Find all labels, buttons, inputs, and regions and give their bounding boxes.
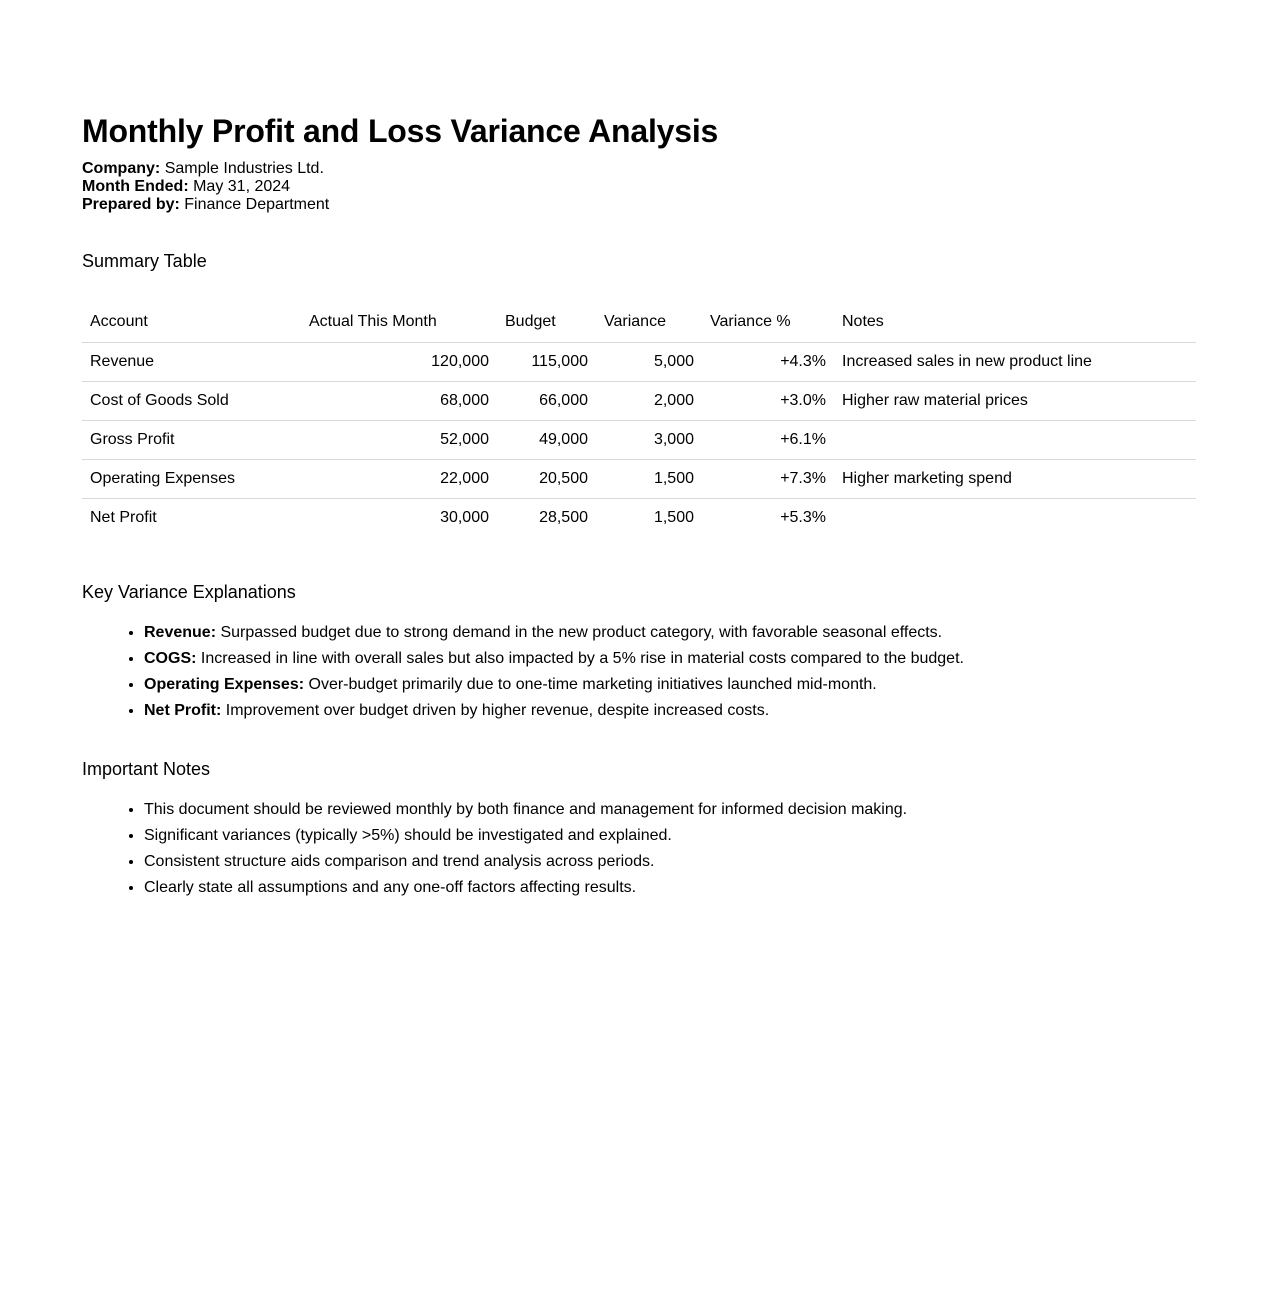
table-row: [82, 499, 1196, 538]
table-row: [82, 382, 1196, 421]
meta-company-label: Company:: [82, 160, 161, 177]
cell-notes: Higher raw material prices: [834, 382, 1196, 421]
explanation-term: COGS:: [144, 650, 197, 667]
important-notes-list: [82, 797, 1196, 901]
cell-variance: 1,500: [596, 460, 702, 499]
cell-budget: 49,000: [497, 421, 596, 460]
explanations-list: [82, 620, 1196, 724]
table-header-row: [82, 302, 1196, 343]
explanation-text: Increased in line with overall sales but also impacted by a 5% rise in material costs compared to the budget.: [196, 650, 964, 667]
summary-heading: Summary Table: [82, 251, 207, 271]
explanation-text: Improvement over budget driven by higher revenue, despite increased costs.: [221, 702, 770, 719]
list-item: • Significant variances (typically >5%) should be investigated and explained.: [144, 823, 1196, 849]
column-header-actual: Actual This Month: [301, 302, 497, 343]
cell-budget: 115,000: [497, 343, 596, 382]
cell-variance: 3,000: [596, 421, 702, 460]
cell-variance-pct: +6.1%: [702, 421, 834, 460]
list-item: [144, 620, 1196, 646]
cell-variance-pct: +5.3%: [780, 509, 826, 526]
cell-actual: 120,000: [301, 343, 497, 382]
cell-notes: [834, 499, 1196, 538]
cell-variance-pct: +7.3%: [702, 460, 834, 499]
cell-variance-pct: +4.3%: [702, 343, 834, 382]
cell-variance: 2,000: [596, 382, 702, 421]
cell-account: Revenue: [82, 343, 301, 382]
explanations-heading: Key Variance Explanations: [82, 582, 296, 602]
explanation-term: Operating Expenses:: [144, 676, 305, 693]
table-row: [82, 343, 1196, 382]
cell-account: Cost of Goods Sold: [82, 382, 301, 421]
cell-account: Operating Expenses: [82, 460, 301, 499]
cell-notes: Increased sales in new product line: [834, 343, 1196, 382]
document-meta: [82, 160, 1196, 214]
meta-company: [82, 160, 1196, 178]
column-header-account: Account: [82, 302, 301, 343]
list-item: [144, 698, 1196, 724]
explanation-term: Net Profit:: [144, 702, 222, 719]
meta-prepared-by-value: Finance Department: [184, 196, 330, 213]
meta-month-ended: [82, 178, 1196, 196]
list-item: • Consistent structure aids comparison and trend analysis across periods.: [144, 849, 1196, 875]
meta-prepared-by-label: Prepared by:: [82, 196, 180, 213]
cell-account: Net Profit: [90, 509, 157, 526]
meta-month-ended-value: May 31, 2024: [193, 178, 291, 195]
table-row: [82, 460, 1196, 499]
summary-table: [82, 302, 1196, 537]
meta-month-ended-label: Month Ended:: [82, 178, 189, 195]
cell-actual: 52,000: [301, 421, 497, 460]
list-item: [144, 672, 1196, 698]
column-header-variance-pct: Variance %: [702, 302, 834, 343]
explanation-term: Revenue:: [144, 624, 217, 641]
table-row: [82, 421, 1196, 460]
cell-actual: 68,000: [301, 382, 497, 421]
cell-budget: 20,500: [497, 460, 596, 499]
page-title: Monthly Profit and Loss Variance Analysis: [82, 113, 719, 149]
list-item: • Clearly state all assumptions and any one-off factors affecting results.: [144, 875, 1196, 901]
column-header-budget: Budget: [497, 302, 596, 343]
cell-variance: 1,500: [653, 509, 694, 526]
cell-budget: 66,000: [497, 382, 596, 421]
cell-budget: 28,500: [539, 509, 588, 526]
list-item: [144, 646, 1196, 672]
cell-variance: 5,000: [596, 343, 702, 382]
cell-actual: 30,000: [440, 509, 489, 526]
column-header-notes: Notes: [834, 302, 1196, 343]
cell-variance-pct: +3.0%: [702, 382, 834, 421]
cell-account: Gross Profit: [82, 421, 301, 460]
explanation-text: Over-budget primarily due to one-time marketing initiatives launched mid-month.: [304, 676, 877, 693]
cell-notes: Higher marketing spend: [834, 460, 1196, 499]
cell-notes: [834, 421, 1196, 460]
list-item: • This document should be reviewed monthly by both finance and management for informed decision making.: [144, 797, 1196, 823]
cell-actual: 22,000: [301, 460, 497, 499]
important-notes-heading: Important Notes: [82, 759, 211, 779]
column-header-variance: Variance: [596, 302, 702, 343]
meta-prepared-by: [82, 196, 1196, 214]
meta-company-value: Sample Industries Ltd.: [164, 160, 324, 177]
explanation-text: Surpassed budget due to strong demand in the new product category, with favorable seasonal effects.: [216, 624, 943, 641]
